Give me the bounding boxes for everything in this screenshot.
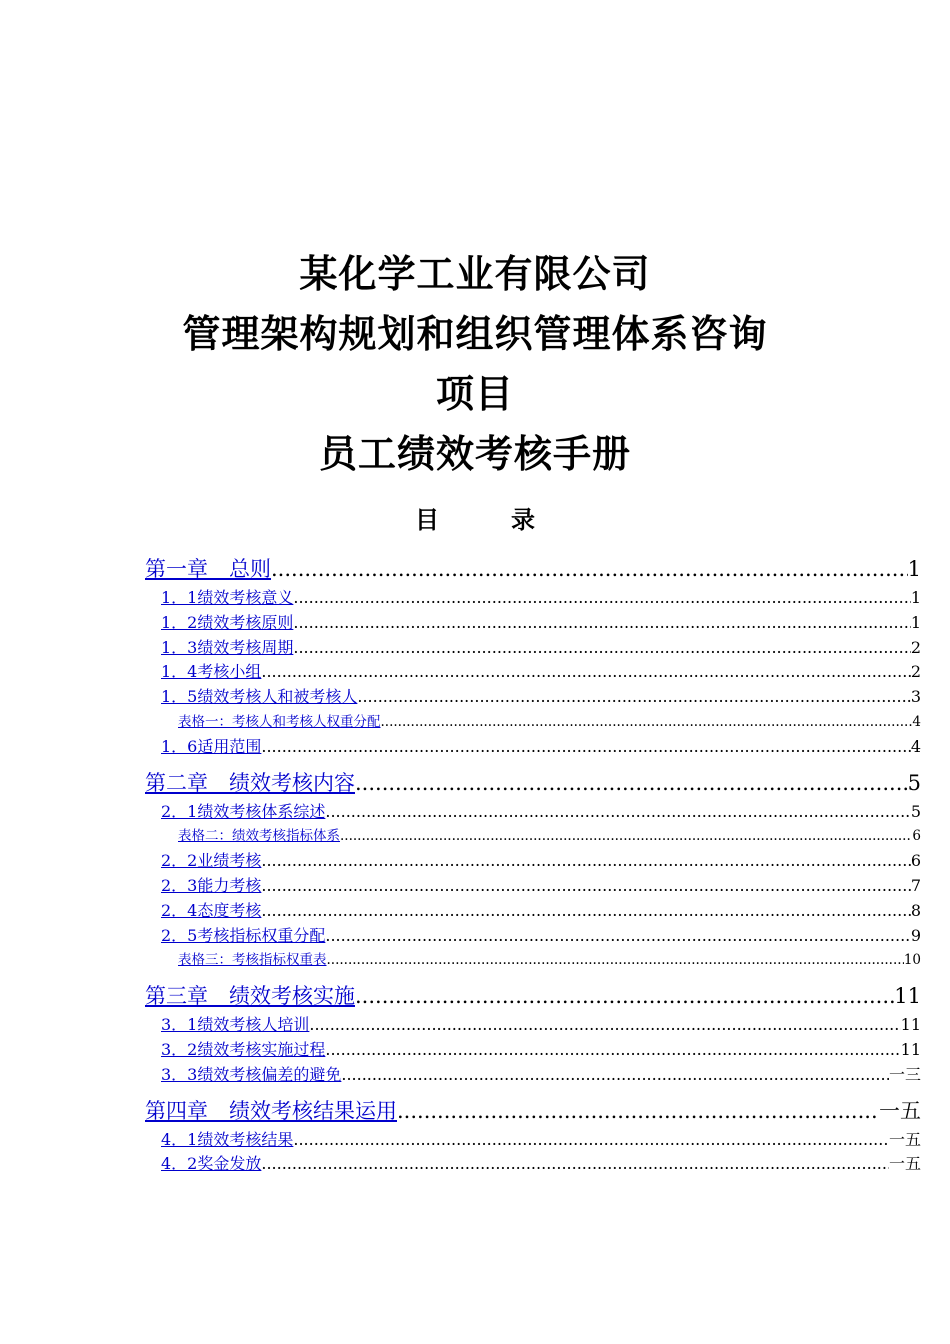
title-project-name: 管理架构规划和组织管理体系咨询 bbox=[182, 312, 768, 356]
toc-page-number: 11 bbox=[900, 1039, 921, 1059]
toc-leader-dots bbox=[325, 800, 910, 825]
toc-leader-dots bbox=[261, 735, 910, 760]
toc-section-entry[interactable] bbox=[145, 636, 921, 661]
toc-leader-dots bbox=[293, 611, 910, 636]
toc-section-entry[interactable] bbox=[145, 735, 921, 760]
toc-entry-link[interactable]: 第一章 总则 bbox=[145, 557, 271, 581]
toc-page-number: 6 bbox=[910, 851, 921, 871]
toc-leader-dots bbox=[327, 948, 904, 973]
toc-entry-link[interactable]: 1．5绩效考核人和被考核人 bbox=[161, 687, 358, 707]
toc-section-entry[interactable] bbox=[145, 586, 921, 611]
toc-chapter-entry[interactable] bbox=[145, 552, 921, 586]
toc-section-entry[interactable] bbox=[145, 1128, 921, 1153]
toc-leader-dots bbox=[261, 874, 910, 899]
toc-page-number: 3 bbox=[910, 687, 921, 707]
title-manual: 员工绩效考核手册 bbox=[318, 432, 631, 476]
table-of-contents bbox=[145, 552, 921, 1177]
toc-entry-link[interactable]: 第二章 绩效考核内容 bbox=[145, 770, 355, 795]
toc-page-number: 一五 bbox=[879, 1098, 921, 1123]
toc-leader-dots bbox=[293, 636, 910, 661]
toc-section-entry[interactable] bbox=[145, 800, 921, 825]
toc-page-number: 11 bbox=[900, 1015, 921, 1035]
toc-leader-dots bbox=[355, 766, 908, 800]
toc-entry-link[interactable]: 2．2业绩考核 bbox=[161, 851, 262, 871]
toc-entry-link[interactable]: 第四章 绩效考核结果运用 bbox=[145, 1098, 397, 1123]
toc-page-number: 5 bbox=[907, 770, 921, 795]
toc-entry-link[interactable]: 表格三：考核指标权重表 bbox=[178, 952, 327, 969]
toc-entry-link[interactable]: 3．1绩效考核人培训 bbox=[161, 1015, 310, 1035]
toc-page-number: 10 bbox=[903, 952, 921, 969]
toc-entry-link[interactable]: 2．3能力考核 bbox=[161, 875, 262, 895]
toc-page-number: 一五 bbox=[888, 1154, 921, 1174]
toc-chapter-entry[interactable] bbox=[145, 1094, 921, 1128]
toc-page-number: 7 bbox=[910, 875, 921, 895]
toc-entry-link[interactable]: 表格一：考核人和考核人权重分配 bbox=[178, 713, 381, 730]
toc-section-entry[interactable] bbox=[145, 1152, 921, 1177]
document-title bbox=[0, 244, 950, 484]
toc-section-entry[interactable] bbox=[145, 1013, 921, 1038]
toc-page-number: 4 bbox=[910, 736, 921, 756]
toc-leader-dots bbox=[340, 824, 912, 849]
toc-entry-link[interactable]: 1．4考核小组 bbox=[161, 662, 262, 682]
toc-section-entry[interactable] bbox=[145, 660, 921, 685]
toc-entry-link[interactable]: 1．6适用范围 bbox=[161, 736, 262, 756]
toc-section-entry[interactable] bbox=[145, 611, 921, 636]
toc-section-entry[interactable] bbox=[145, 1038, 921, 1063]
toc-entry-link[interactable]: 3．2绩效考核实施过程 bbox=[161, 1039, 326, 1059]
toc-chapter-entry[interactable] bbox=[145, 979, 921, 1013]
toc-entry-link[interactable]: 2．4态度考核 bbox=[161, 900, 262, 920]
toc-leader-dots bbox=[325, 924, 910, 949]
toc-section-entry[interactable] bbox=[145, 924, 921, 949]
toc-leader-dots bbox=[261, 660, 910, 685]
toc-section-entry[interactable] bbox=[145, 849, 921, 874]
toc-leader-dots bbox=[261, 899, 910, 924]
title-project-suffix: 项目 bbox=[435, 372, 514, 416]
toc-leader-dots bbox=[261, 1152, 889, 1177]
toc-page-number: 1 bbox=[907, 557, 921, 581]
toc-entry-link[interactable]: 2．5考核指标权重分配 bbox=[161, 925, 326, 945]
toc-page-number: 一五 bbox=[888, 1129, 921, 1149]
toc-table-entry[interactable] bbox=[145, 948, 921, 973]
toc-table-entry[interactable] bbox=[145, 710, 921, 735]
toc-page-number: 11 bbox=[894, 984, 921, 1009]
toc-entry-link[interactable]: 1．2绩效考核原则 bbox=[161, 612, 294, 632]
toc-leader-dots bbox=[325, 1038, 900, 1063]
toc-section-entry[interactable] bbox=[145, 685, 921, 710]
toc-heading: 目 录 bbox=[415, 506, 535, 534]
toc-entry-link[interactable]: 表格二：绩效考核指标体系 bbox=[178, 828, 340, 845]
toc-leader-dots bbox=[397, 1094, 879, 1128]
toc-page-number: 一三 bbox=[888, 1064, 921, 1084]
toc-leader-dots bbox=[309, 1013, 900, 1038]
toc-page-number: 1 bbox=[910, 612, 921, 632]
toc-entry-link[interactable]: 4．1绩效考核结果 bbox=[161, 1129, 294, 1149]
toc-entry-link[interactable]: 1．3绩效考核周期 bbox=[161, 637, 294, 657]
toc-page-number: 4 bbox=[912, 713, 921, 730]
toc-leader-dots bbox=[293, 586, 910, 611]
toc-page-number: 1 bbox=[910, 588, 921, 607]
toc-page-number: 2 bbox=[910, 637, 921, 657]
toc-leader-dots bbox=[381, 710, 913, 735]
toc-section-entry[interactable] bbox=[145, 1063, 921, 1088]
title-company: 某化学工业有限公司 bbox=[299, 252, 651, 296]
toc-entry-link[interactable]: 第三章 绩效考核实施 bbox=[145, 984, 355, 1009]
toc-leader-dots bbox=[261, 849, 910, 874]
toc-page-number: 9 bbox=[910, 925, 921, 945]
toc-chapter-entry[interactable] bbox=[145, 766, 921, 800]
toc-leader-dots bbox=[341, 1063, 889, 1088]
toc-leader-dots bbox=[355, 979, 894, 1013]
toc-section-entry[interactable] bbox=[145, 874, 921, 899]
toc-entry-link[interactable]: 3．3绩效考核偏差的避免 bbox=[161, 1064, 342, 1084]
toc-entry-link[interactable]: 1．1绩效考核意义 bbox=[161, 588, 294, 607]
toc-page-number: 2 bbox=[910, 662, 921, 682]
toc-leader-dots bbox=[293, 1128, 889, 1153]
toc-leader-dots bbox=[357, 685, 910, 710]
toc-entry-link[interactable]: 4．2奖金发放 bbox=[161, 1154, 262, 1174]
toc-page-number: 6 bbox=[912, 828, 921, 845]
toc-section-entry[interactable] bbox=[145, 899, 921, 924]
toc-leader-dots bbox=[271, 552, 908, 586]
toc-table-entry[interactable] bbox=[145, 824, 921, 849]
toc-page-number: 8 bbox=[910, 900, 921, 920]
toc-entry-link[interactable]: 2．1绩效考核体系综述 bbox=[161, 801, 326, 821]
toc-page-number: 5 bbox=[910, 801, 921, 821]
